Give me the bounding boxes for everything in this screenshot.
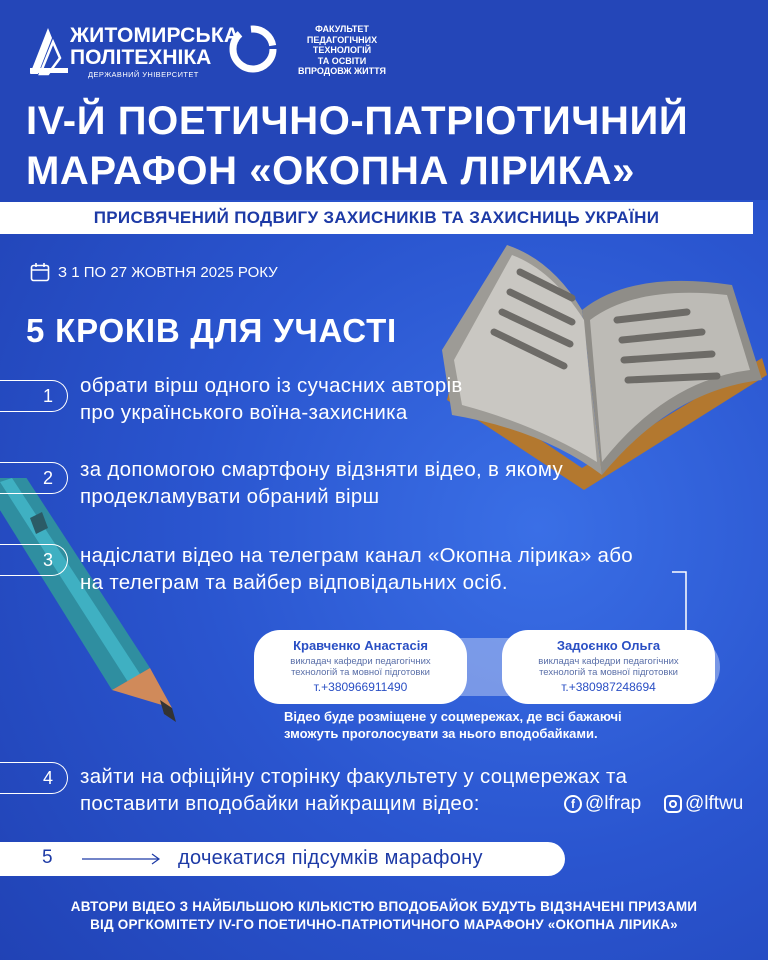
step-3-line2: на телеграм та вайбер відповідальних осіб. [80,571,508,594]
step-number-3: 3 [0,544,68,576]
title-line2: МАРАФОН «ОКОПНА ЛІРИКА» [26,149,635,193]
video-note [284,708,724,742]
note-line2: зможуть проголосувати за нього вподобайками. [284,726,598,741]
step-3-line1: надіслати відео на телеграм канал «Окопна лірика» або [80,544,633,567]
contact-role-line1: викладач кафедри педагогічних [290,656,431,667]
contact-card [254,630,467,704]
university-name-line1: ЖИТОМИРСЬКА [70,24,240,47]
steps-title: 5 КРОКІВ ДЛЯ УЧАСТІ [26,312,398,349]
faculty-ring-icon [228,24,278,74]
step-number-2: 2 [0,462,68,494]
contact-role [254,656,467,678]
step-1-line1: обрати вірш одного із сучасних авторів [80,374,463,397]
contact-role [502,656,715,678]
contact-phone[interactable]: т.+380966911490 [313,680,408,694]
title-line1: IV-Й ПОЕТИЧНО-ПАТРІОТИЧНИЙ [26,99,689,143]
footer-text [24,898,744,934]
faculty-name-line4: ТА ОСВІТИ [317,55,367,66]
contact-card [502,630,715,704]
faculty-logo [228,22,398,78]
step-text-1 [80,372,463,426]
arrow-right-icon [82,853,162,865]
step-text-5: дочекатися підсумків марафону [178,847,483,869]
contact-role-line1: викладач кафедри педагогічних [538,656,679,667]
facebook-handle: @lfrap [585,793,642,814]
calendar-icon [30,262,50,282]
step-text-3 [80,542,633,596]
instagram-icon [664,795,682,813]
step-text-4 [80,763,627,817]
faculty-name-line1: ФАКУЛЬТЕТ [315,24,369,34]
step-2-line2: продекламувати обраний вірш [80,485,380,508]
faculty-name-line5: ВПРОДОВЖ ЖИТТЯ [298,66,386,76]
step-text-2 [80,456,563,510]
facebook-link[interactable] [564,793,641,815]
step-number-1: 1 [0,380,68,412]
contact-name: Кравченко Анастасія [293,638,428,653]
university-logo-icon [26,24,70,76]
contact-name: Задоєнко Ольга [556,638,661,653]
date-text: З 1 ПО 27 ЖОВТНЯ 2025 РОКУ [58,263,278,281]
university-name-line2: ПОЛІТЕХНІКА [70,46,212,69]
faculty-name-line2: ПЕДАГОГІЧНИХ [306,34,378,45]
footer-line1: АВТОРИ ВІДЕО З НАЙБІЛЬШОЮ КІЛЬКІСТЮ ВПОДОБАЙОК БУДУТЬ ВІДЗНАЧЕНІ ПРИЗАМИ [70,899,698,914]
page-title [26,96,746,196]
step-4-line1: зайти на офіційну сторінку факультету у соцмережах та [80,765,628,788]
university-name-line3: ДЕРЖАВНИЙ УНІВЕРСИТЕТ [88,70,199,79]
contact-phone[interactable]: т.+380987248694 [561,680,656,694]
step-number-5: 5 [42,847,53,868]
connector-line [670,570,694,636]
step-number-4: 4 [0,762,68,794]
note-line1: Відео буде розміщене у соцмережах, де всі бажаючі [284,709,622,724]
footer-line2: ВІД ОРГКОМІТЕТУ IV-ГО ПОЕТИЧНО-ПАТРІОТИЧНОГО МАРАФОНУ «ОКОПНА ЛІРИКА» [90,917,678,932]
facebook-icon: f [564,795,582,813]
step-4-line2: поставити вподобайки найкращим відео: [80,792,480,815]
step-1-line2: про українського воїна-захисника [80,401,408,424]
instagram-link[interactable] [664,793,743,815]
contact-role-line2: технологій та мовної підготовки [539,667,678,678]
step-2-line1: за допомогою смартфону відзняти відео, в якому [80,458,563,481]
faculty-name-line3: ТЕХНОЛОГІЙ [312,45,372,55]
date-row [30,260,278,284]
contacts [254,630,720,704]
contact-role-line2: технологій та мовної підготовки [291,667,430,678]
subtitle: ПРИСВЯЧЕНИЙ ПОДВИГУ ЗАХИСНИКІВ ТА ЗАХИСНИЦЬ УКРАЇНИ [93,208,660,227]
university-logo [26,22,240,79]
instagram-handle: @lftwu [685,793,744,814]
pen-illustration [0,478,190,730]
